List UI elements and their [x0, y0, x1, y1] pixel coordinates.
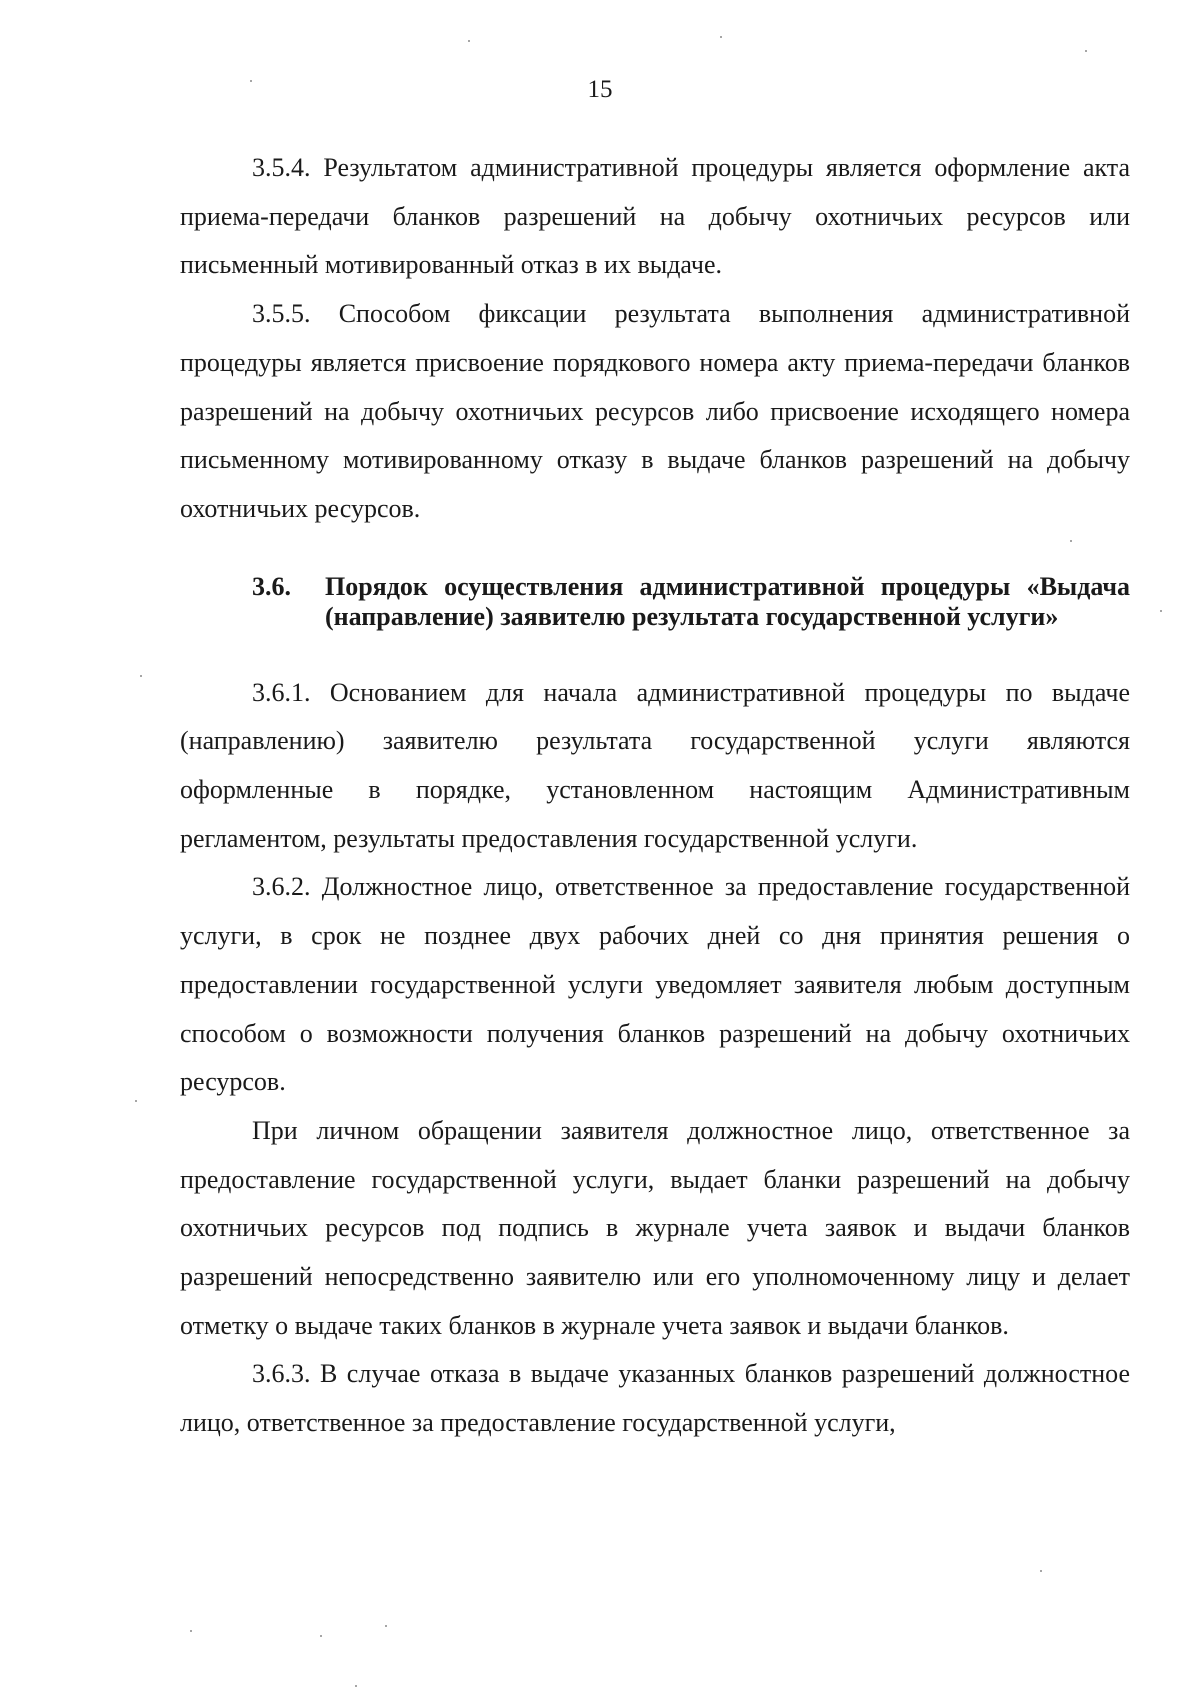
document-body [180, 144, 1130, 1448]
paragraph-3-6-2: 3.6.2. Должностное лицо, ответственное за предоставление государственной услуги, в срок не позднее двух рабочих дней со дня принятия решения о предоставлении государственной услуги уведомляет заявителя любым доступным способом о возможности получения бланков разрешений на добычу охотничьих ресурсов. [180, 872, 1130, 1097]
scan-speck [190, 1630, 192, 1632]
scan-speck [1160, 610, 1162, 612]
scan-speck [385, 1625, 387, 1627]
paragraph-3-6-1: 3.6.1. Основанием для начала административной процедуры по выдаче (направлению) заявителю результата государственной услуги являются оформленные в порядке, установленном настоящим Административным регламентом, результаты предоставления государственной услуги. [180, 677, 1130, 853]
scan-speck [468, 40, 470, 42]
scan-speck [1070, 540, 1072, 542]
scan-speck [135, 1100, 137, 1102]
scan-speck [1085, 50, 1087, 52]
section-number: 3.6. [252, 571, 291, 601]
paragraph-personal-visit: При личном обращении заявителя должностное лицо, ответственное за предоставление государственной услуги, выдает бланки разрешений на добычу охотничьих ресурсов под подпись в журнале учета заявок и выдачи бланков разрешений непосредственно заявителю или его уполномоченному лицу и делает отметку о выдаче таких бланков в журнале учета заявок и выдачи бланков. [180, 1115, 1130, 1340]
paragraph-3-6-3: 3.6.3. В случае отказа в выдаче указанных бланков разрешений должностное лицо, ответственное за предоставление государственной услуги, [180, 1359, 1130, 1438]
scan-speck [355, 1685, 357, 1687]
scan-speck [250, 80, 252, 82]
page-number: 15 [587, 76, 613, 103]
paragraph-3-5-4: 3.5.4. Результатом административной процедуры является оформление акта приема-передачи бланков разрешений на добычу охотничьих ресурсов или письменный мотивированный отказ в их выдаче. [180, 153, 1130, 280]
section-heading-3-6 [180, 572, 1130, 632]
section-title: Порядок осуществления административной процедуры «Выдача (направление) заявителю результата государственной услуги» [325, 571, 1130, 631]
scan-speck [720, 36, 722, 38]
paragraph-3-5-5: 3.5.5. Способом фиксации результата выполнения административной процедуры является присвоение порядкового номера акту приема-передачи бланков разрешений на добычу охотничьих ресурсов либо присвоение исходящего номера письменному мотивированному отказу в выдаче бланков разрешений на добычу охотничьих ресурсов. [180, 299, 1130, 523]
scan-speck [140, 675, 142, 677]
scan-speck [1040, 1570, 1042, 1572]
scan-speck [320, 1635, 322, 1637]
